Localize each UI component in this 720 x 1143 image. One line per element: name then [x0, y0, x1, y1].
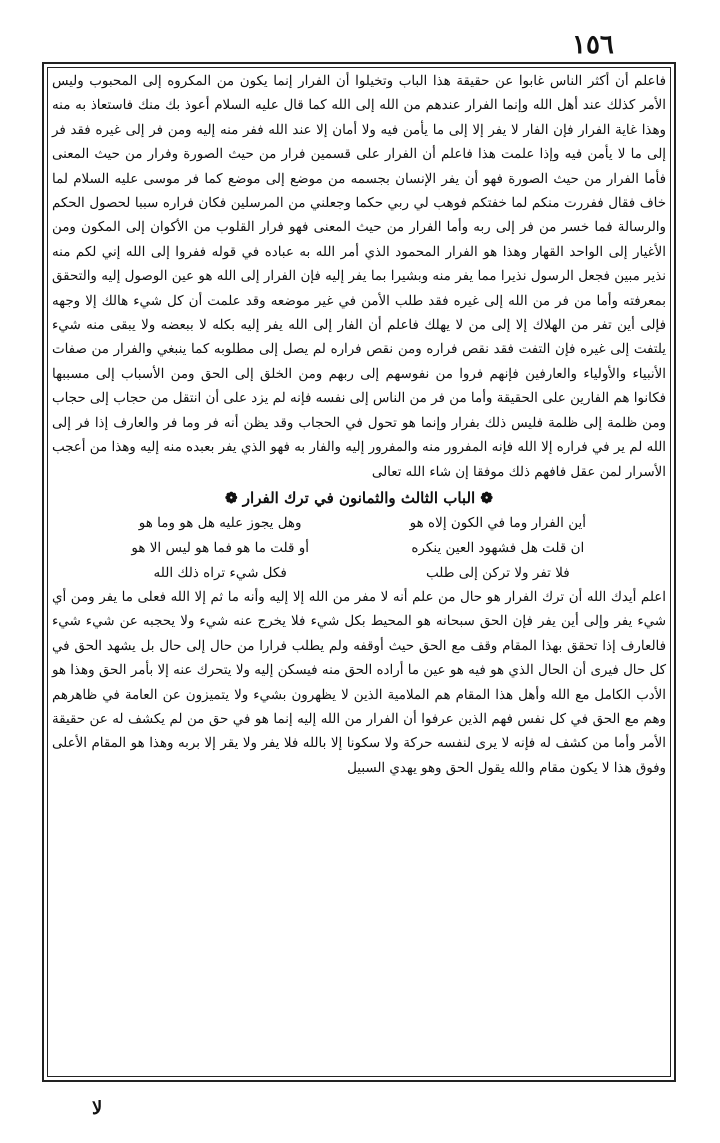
poem-hemistich-left: وهل يجوز عليه هل هو وما هو — [138, 514, 302, 531]
poem-line — [92, 536, 626, 561]
heading-ornament-right: ❁ — [475, 488, 493, 507]
poem-hemistich-right: فلا تفر ولا تركن إلى طلب — [425, 564, 570, 581]
poem-block — [52, 511, 666, 586]
poem-hemistich-left: أو قلت ما هو فما هو ليس الا هو — [131, 539, 309, 556]
poem-hemistich-right: ان قلت هل فشهود العين ينكره — [411, 539, 585, 556]
signature-mark: لا — [92, 1098, 103, 1119]
page-text-body — [52, 70, 666, 781]
paragraph-2: اعلم أيدك الله أن ترك الفرار هو حال من علم أنه لا مفر من الله إلا إليه وأنه ما ثم إلا الله فعلى ما يفر ومن أي شيء يفر وإلى أين يفر فإن الحق سبحانه هو المحيط بكل شيء فلا يخرج عنه شيء ولا يحجبه عن شيء شيء فالعارف إذا تحقق بهذا المقام وقف مع الحق حيث أوقفه ولم يطلب فرارا من حال إلى حال بل يشهد الحق في كل حال فيرى أن الحال الذي هو فيه هو عين ما أراده الحق منه فيسكن إليه ولا يتحرك عنه إلا بأمر الحق وهذا هو الأدب الكامل مع الله وأهل هذا المقام هم الملامية الذين لا يظهرون بشيء ولا يتميزون عن العامة في ظاهرهم وهم مع الحق في كل نفس فهم الذين عرفوا أن الفرار من الله إليه إنما هو في حق من لم يكشف له عن حقيقة الأمر وأما من كشف له فإنه لا يرى لنفسه حركة ولا سكونا إلا بالله فلا يفر ولا يقر إلا بربه وهذا هو المقام الأعلى وفوق هذا لا يكون مقام والله يقول الحق وهو يهدي السبيل — [52, 589, 666, 776]
poem-hemistich-right: أين الفرار وما في الكون إلاه هو — [409, 514, 587, 531]
chapter-title: الباب الثالث والثمانون في ترك الفرار — [242, 488, 476, 507]
page-number: ١٥٦ — [572, 30, 614, 60]
chapter-heading — [52, 485, 666, 511]
poem-line — [92, 561, 626, 586]
heading-ornament-left: ❁ — [225, 488, 243, 507]
poem-hemistich-left: فكل شيء تراه ذلك الله — [153, 564, 287, 581]
poem-line — [92, 511, 626, 536]
paragraph-1: فاعلم أن أكثر الناس غابوا عن حقيقة هذا الباب وتخيلوا أن الفرار إنما يكون من المكروه إلى المحبوب وليس الأمر كذلك عند أهل الله وإنما الفرار عندهم من الله إلى الله كما قال عليه السلام أعوذ بك منك فاستعاذ به منه وهذا غاية الفرار فإن الفار لا يفر إلا إلى ما يأمن فيه ولا أمان إلا عند الله ففر منه إليه ومن فر إلى غيره فقد فر إلى ما لا يأمن فيه وإذا علمت هذا فاعلم أن الفرار على قسمين فرار من حيث الصورة وفرار من حيث المعنى فأما الفرار من حيث الصورة فهو أن يفر الإنسان بجسمه من موضع إلى موضع كما فر موسى عليه السلام لما خاف فقال ففررت منكم لما خفتكم فوهب لي ربي حكما وجعلني من المرسلين فكان فراره سببا لحصول الحكم والرسالة فما خسر من فر إلى ربه وأما الفرار من حيث المعنى فهو فرار القلوب من الأكوان إلى المكون ومن الأغيار إلى الواحد القهار وهذا هو الفرار المحمود الذي أمر الله به عباده في قوله ففروا إلى الله إني لكم منه نذير مبين فجعل الرسول نذيرا مما يفر منه وبشيرا بما يفر إليه فإن الفرار إلى الله هو عين الوصول إليه والتحقق بمعرفته وأما من فر من الله إلى غيره فقد طلب الأمن في غير موضعه وقد علمت أن كل شيء هالك إلا وجهه فإلى أين تفر من الهلاك إلا إلى من لا يهلك فاعلم أن الفار إلى الله يفر إليه بكله لا ببعضه ولا يبقى منه شيء يلتفت إلى غيره فإن التفت فقد نقص فراره ومن نقص فراره لم يصل إلى مطلوبه كما ينبغي والفرار من صفات الأنبياء والأولياء والعارفين فإنهم فروا من نفوسهم إلى ربهم ومن الخلق إلى الحق ومن الأسباب إلى مسببها فكانوا هم الفارين على الحقيقة وأما من فر من الناس إلى نفسه فإنه لم يزد على أن انتقل من حجاب إلى حجاب ومن ظلمة إلى ظلمة فليس ذلك بفرار وإنما هو تحول في الحجاب وقد يظن أنه فر وما فر والعارف إذا فر إلى الله لم ير في فراره إلا الله فإنه المفرور منه والمفرور إليه والفار به فهو الذي يفر بعبده منه إليه وهذا من أعجب الأسرار لمن عقل فافهم ذلك موفقا إن شاء الله تعالى — [52, 74, 666, 480]
